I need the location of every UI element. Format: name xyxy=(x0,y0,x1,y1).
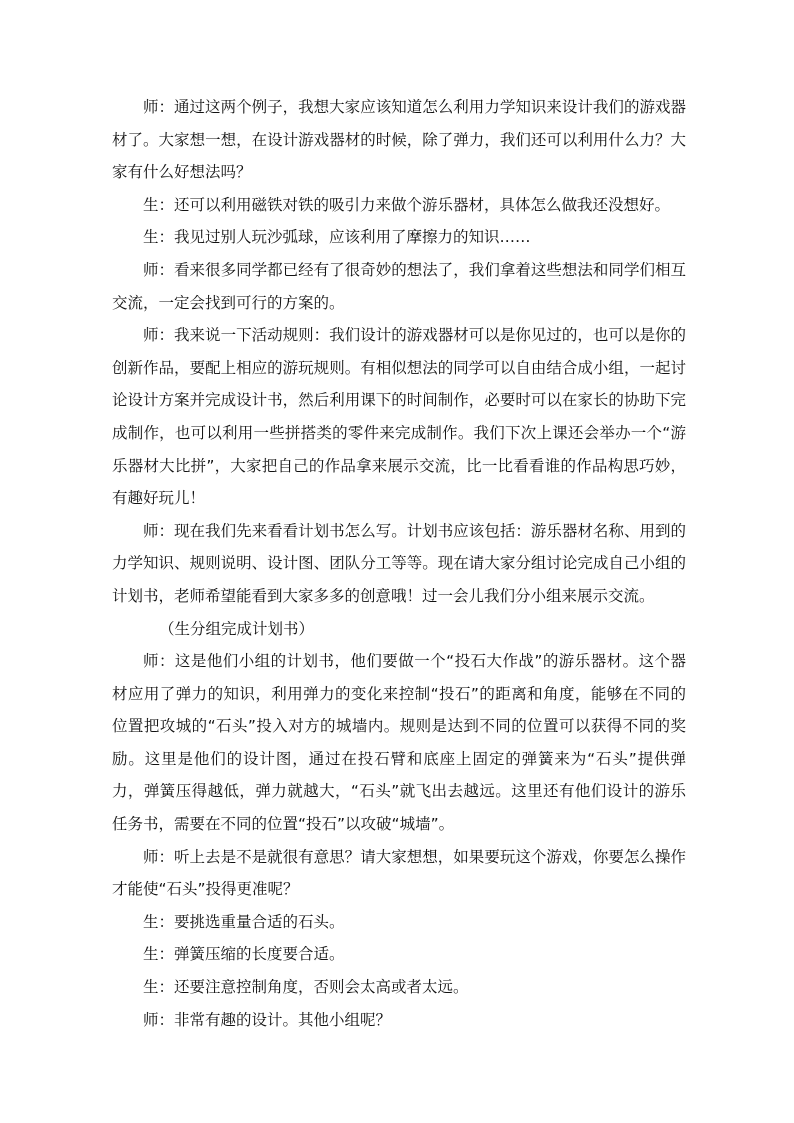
paragraph-student-angle: 生：还要注意控制角度，否则会太高或者太远。 xyxy=(143,978,469,997)
paragraph-student-magnet: 生：还可以利用磁铁对铁的吸引力来做个游乐器材，具体怎么做我还没想好。 xyxy=(143,195,671,214)
paragraph-teacher-exchange: 师：看来很多同学都已经有了很奇妙的想法了，我们拿着这些想法和同学们相互交流，一定会找到可行的方案的。 xyxy=(112,260,686,312)
paragraph-student-spring: 生：弹簧压缩的长度要合适。 xyxy=(143,945,345,964)
paragraph-stage-note: （生分组完成计划书） xyxy=(159,619,315,638)
paragraph-teacher-catapult: 师：这是他们小组的计划书，他们要做一个“投石大作战”的游乐器材。这个器材应用了弹力的知识，利用弹力的变化来控制“投石”的距离和角度，能够在不同的位置把攻城的“石头”投入对方的城墙内。规则是达到不同的位置可以获得不同的奖励。这里是他们的设计图，通过在投石臂和底座上固定的弹簧来为“石头”提供弹力，弹簧压得越低，弹力就越大，“石头”就飞出去越远。这里还有他们设计的游乐任务书，需要在不同的位置“投石”以攻破“城墙”。 xyxy=(112,652,686,834)
paragraph-teacher-next: 师：非常有趣的设计。其他小组呢？ xyxy=(143,1010,392,1029)
paragraph-teacher-rules: 师：我来说一下活动规则：我们设计的游戏器材可以是你见过的，也可以是你的创新作品，要配上相应的游玩规则。有相似想法的同学可以自由结合成小组，一起讨论设计方案并完成设计书，然后利用课下的时间制作，必要时可以在家长的协助下完成制作，也可以利用一些拼搭类的零件来完成制作。我们下次上课还会举办一个“游乐器材大比拼”，大家把自己的作品拿来展示交流，比一比看看谁的作品构思巧妙，有趣好玩儿！ xyxy=(112,326,686,508)
document-body xyxy=(112,91,686,1036)
paragraph-teacher-plan: 师：现在我们先来看看计划书怎么写。计划书应该包括：游乐器材名称、用到的力学知识、规则说明、设计图、团队分工等等。现在请大家分组讨论完成自己小组的计划书，老师希望能看到大家多多的创意哦！过一会儿我们分小组来展示交流。 xyxy=(112,521,686,605)
paragraph-teacher-question: 师：通过这两个例子，我想大家应该知道怎么利用力学知识来设计我们的游戏器材了。大家想一想，在设计游戏器材的时候，除了弹力，我们还可以利用什么力？大家有什么好想法吗？ xyxy=(112,98,686,182)
paragraph-teacher-ask: 师：听上去是不是就很有意思？请大家想想，如果要玩这个游戏，你要怎么操作才能使“石头”投得更准呢？ xyxy=(112,847,686,899)
paragraph-student-friction: 生：我见过别人玩沙弧球，应该利用了摩擦力的知识…… xyxy=(143,228,531,247)
paragraph-student-weight: 生：要挑选重量合适的石头。 xyxy=(143,912,345,931)
